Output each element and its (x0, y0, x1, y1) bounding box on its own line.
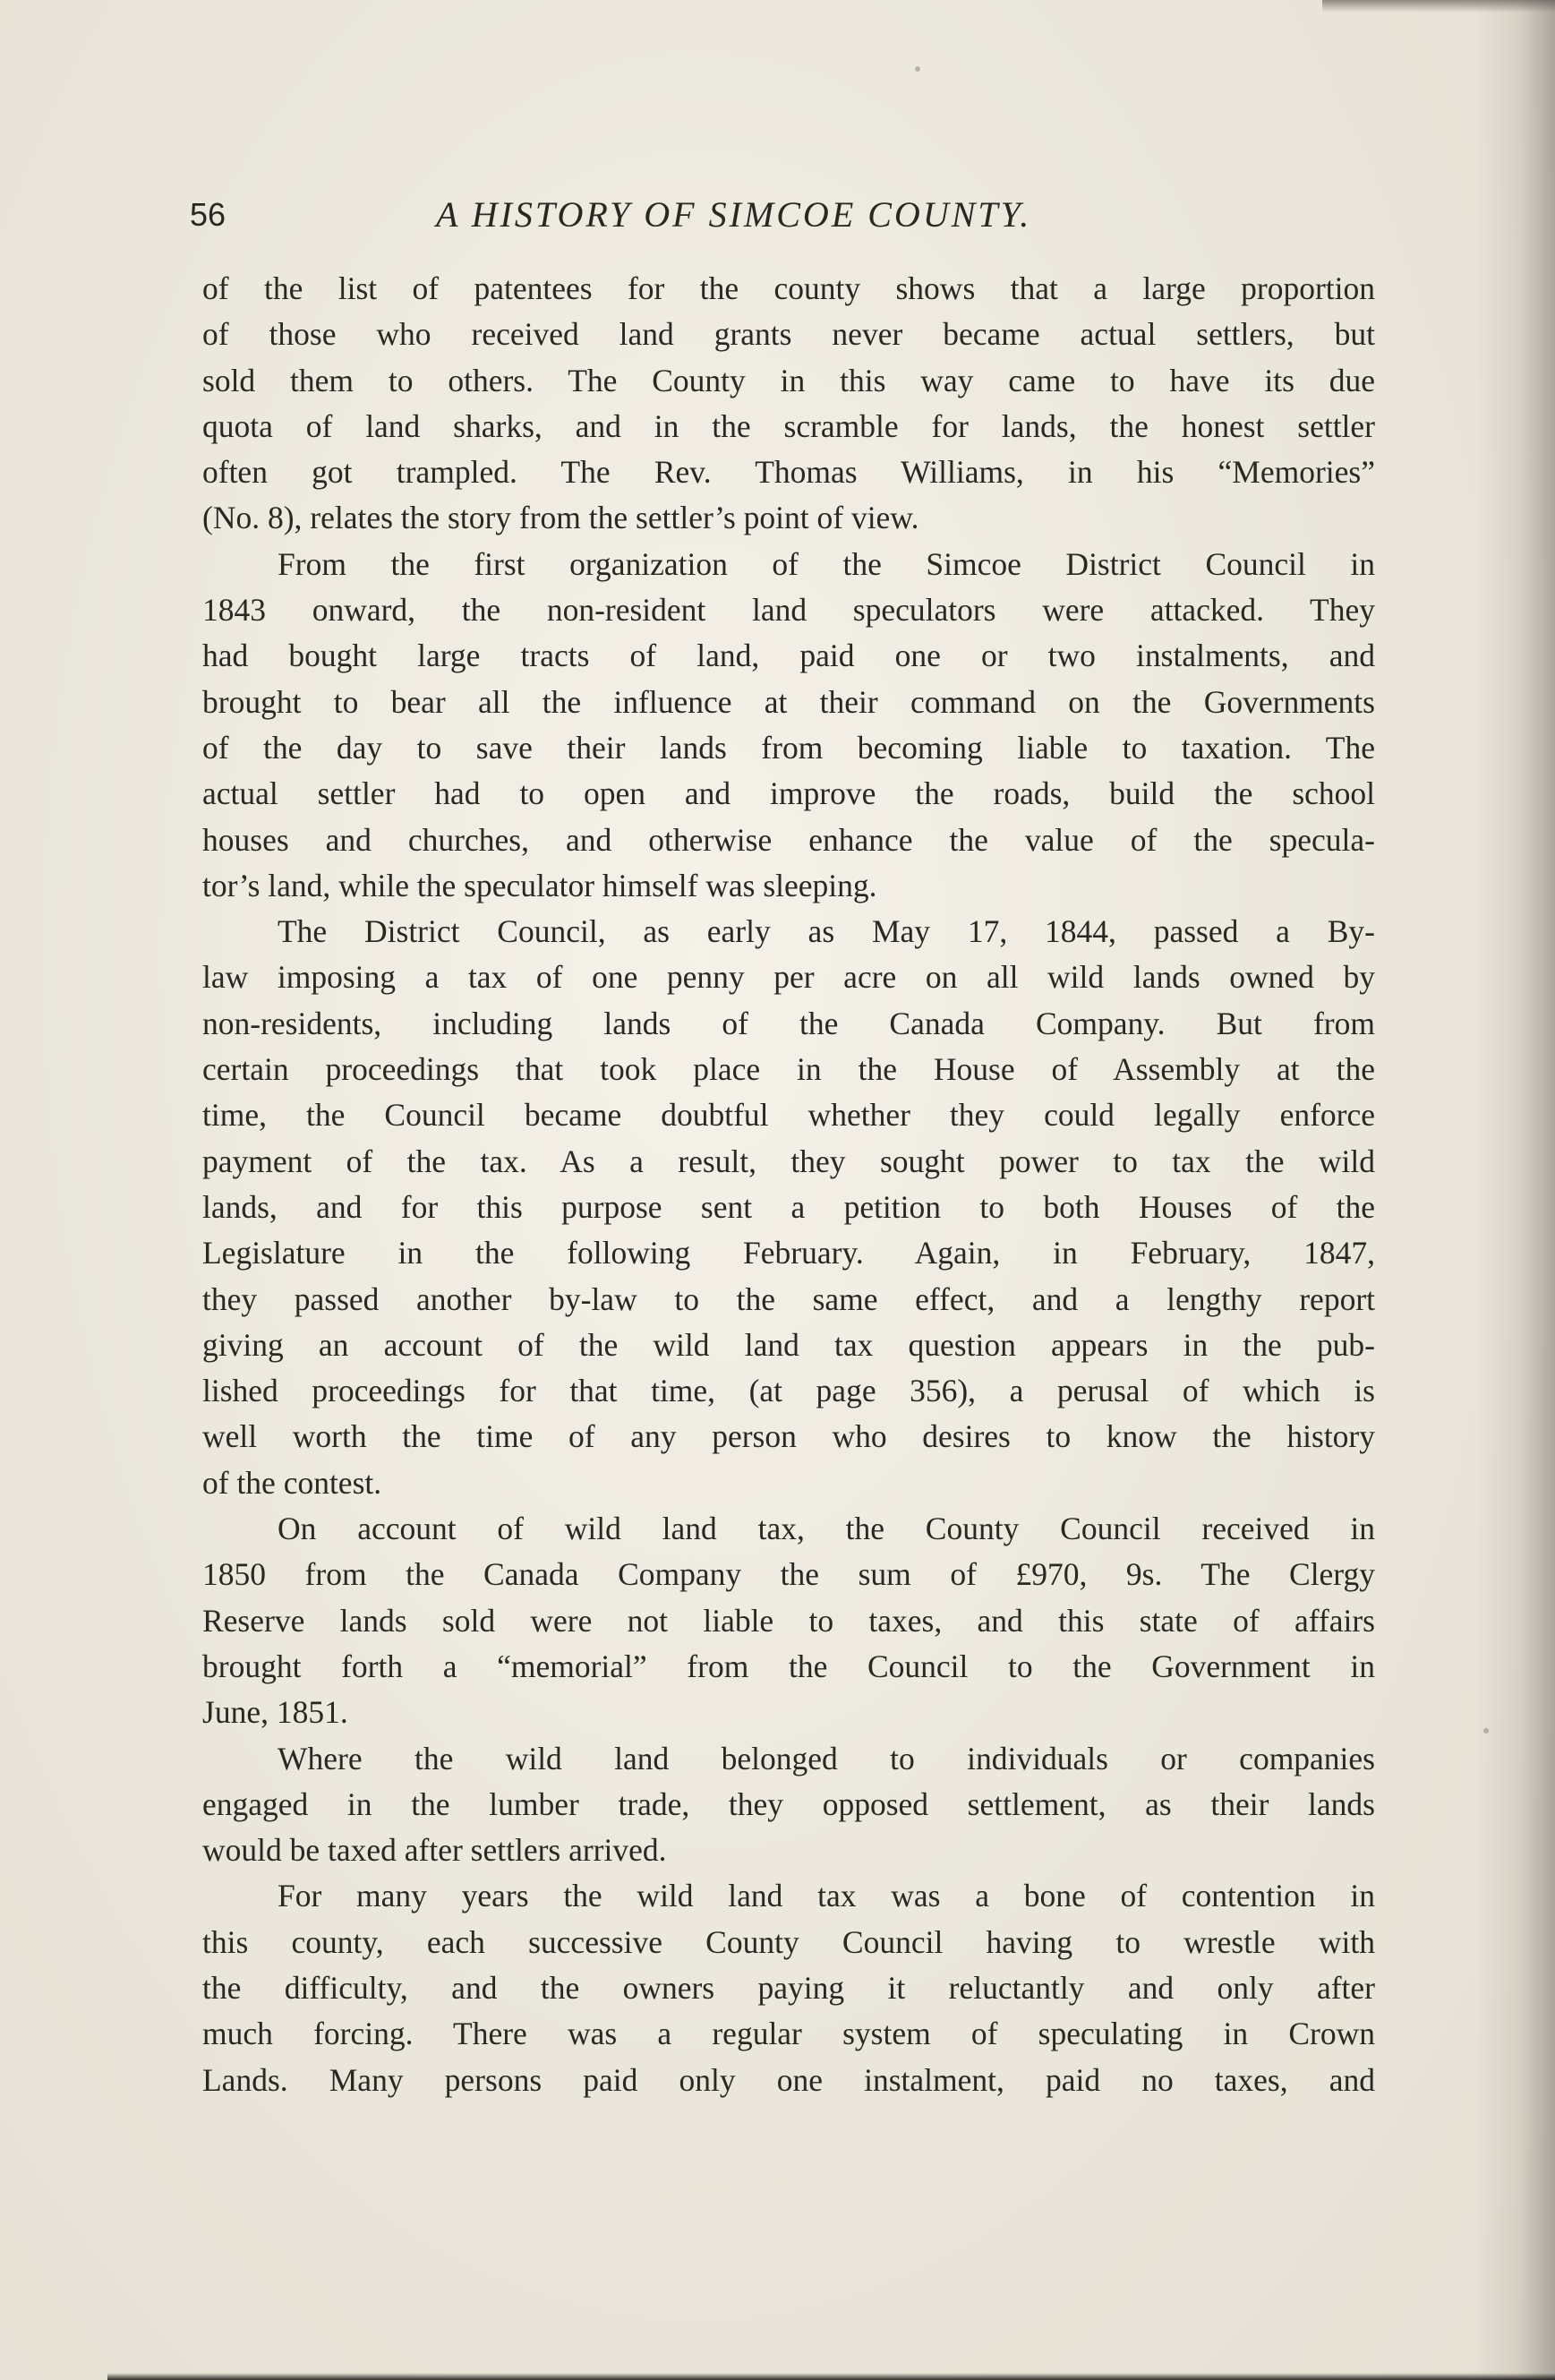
text-line: sold them to others. The County in this way came to have its due (202, 362, 1375, 398)
text-line: Where the wild land belonged to individuals or companies (278, 1740, 1375, 1776)
text-line: law imposing a tax of one penny per acre on all wild lands owned by (202, 959, 1375, 996)
paper-speck (915, 66, 920, 72)
text-line: lands, and for this purpose sent a petition to both Houses of the (202, 1188, 1375, 1225)
text-line: engaged in the lumber trade, they opposed settlement, as their lands (202, 1785, 1375, 1822)
text-line: Lands. Many persons paid only one instalment, paid no taxes, and (202, 2061, 1375, 2098)
text-line: non-residents, including lands of the Canada Company. But from (202, 1005, 1375, 1041)
text-line: well worth the time of any person who desires to know the history (202, 1418, 1375, 1455)
body-text (202, 266, 1375, 2103)
text-line: brought to bear all the influence at their command on the Governments (202, 683, 1375, 720)
text-line: Legislature in the following February. Again, in February, 1847, (202, 1235, 1375, 1271)
gutter-shadow (1474, 0, 1555, 2380)
paper-speck (1483, 1728, 1489, 1734)
bottom-edge (107, 2373, 1555, 2380)
text-line: The District Council, as early as May 17, 1844, passed a By- (278, 913, 1375, 950)
running-head (190, 188, 1121, 242)
text-line: much forcing. There was a regular system of speculating in Crown (202, 2016, 1375, 2052)
page-number: 56 (190, 196, 226, 233)
text-line: they passed another by-law to the same effect, and a lengthy report (202, 1280, 1375, 1317)
text-line: lished proceedings for that time, (at page 356), a perusal of which is (202, 1373, 1375, 1409)
text-line: houses and churches, and otherwise enhance the value of the specula- (202, 821, 1375, 858)
text-line: had bought large tracts of land, paid one or two instalments, and (202, 638, 1375, 674)
text-line: time, the Council became doubtful whether they could legally enforce (202, 1097, 1375, 1134)
text-line: From the first organization of the Simcoe District Council in (278, 545, 1375, 582)
text-line: payment of the tax. As a result, they sought power to tax the wild (202, 1143, 1375, 1179)
text-line: June, 1851. (202, 1694, 348, 1731)
text-line: 1843 onward, the non-resident land speculators were attacked. They (202, 592, 1375, 629)
text-line: actual settler had to open and improve the roads, build the school (202, 775, 1375, 812)
text-line: brought forth a “memorial” from the Council to the Government in (202, 1648, 1375, 1684)
text-line: On account of wild land tax, the County Council received in (278, 1511, 1375, 1547)
text-line: the difficulty, and the owners paying it reluctantly and only after (202, 1969, 1375, 2006)
text-line: this county, each successive County Council having to wrestle with (202, 1923, 1375, 1960)
text-line: certain proceedings that took place in the House of Assembly at the (202, 1051, 1375, 1088)
text-line: Reserve lands sold were not liable to taxes, and this state of affairs (202, 1602, 1375, 1639)
text-line: tor’s land, while the speculator himself was sleeping. (202, 867, 877, 903)
text-line: (No. 8), relates the story from the settler’s point of view. (202, 500, 919, 536)
text-line: of the list of patentees for the county shows that a large proportion (202, 270, 1375, 306)
text-line: of the contest. (202, 1464, 382, 1501)
text-line: would be taxed after settlers arrived. (202, 1832, 667, 1869)
text-line: giving an account of the wild land tax question appears in the pub- (202, 1326, 1375, 1363)
text-line: 1850 from the Canada Company the sum of £970, 9s. The Clergy (202, 1556, 1375, 1593)
top-edge-shadow (1322, 0, 1555, 13)
text-line: For many years the wild land tax was a bone of contention in (278, 1878, 1375, 1914)
text-line: quota of land sharks, and in the scramble for lands, the honest settler (202, 407, 1375, 444)
text-line: of the day to save their lands from becoming liable to taxation. The (202, 729, 1375, 766)
text-line: of those who received land grants never became actual settlers, but (202, 316, 1375, 353)
text-line: often got trampled. The Rev. Thomas Williams, in his “Memories” (202, 454, 1375, 491)
running-title: A HISTORY OF SIMCOE COUNTY. (436, 194, 1032, 235)
